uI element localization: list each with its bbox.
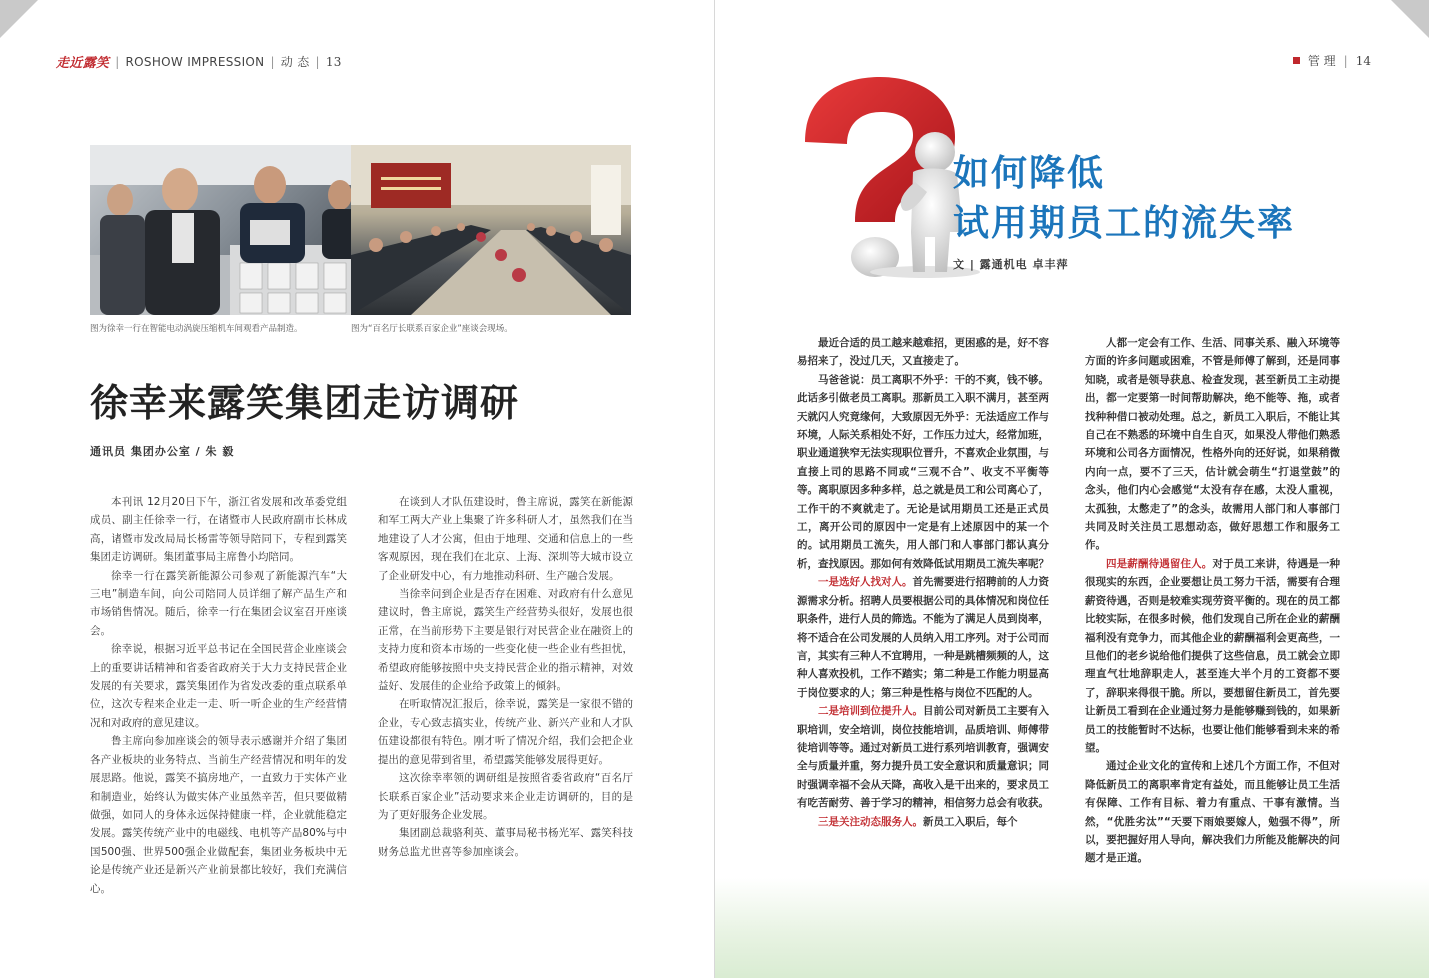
paragraph: 通过企业文化的宣传和上述几个方面工作，不但对降低新员工的离职率肯定有益处，而且能够让员工生活有保障、工作有目标、着力有重点、干事有激情。当然，“优胜劣汰”“天要下雨娘要嫁人，勉强不得”，所以，要把握好用人导向，解决我们力所能及能解决的问题才是正道。 <box>1085 760 1340 865</box>
paragraph: 人都一定会有工作、生活、同事关系、融入环境等方面的许多问题或困难，不管是师傅了解到，还是同事知晓，或者是领导获息、检查发现，甚至新员工主动提出，都一定要第一时间帮助解决，绝不能等、拖，或者找种种借口被动处理。总之，新员工入职后，不能让其自己在不熟悉的环境中自生自灭，如果没人带他们熟悉环境和公司各方面情况，性格外向的还好说，如果稍微内向一点，要不了三天，估计就会萌生“打退堂鼓”的念头，他们内心会感觉“太没有存在感，太没人重视，太孤独，太憋走了”的念头，故需用人部门和人事部门共同及时关注员工思想动态，做好思想工作和服务工作。 <box>1085 337 1340 552</box>
paragraph: 这次徐幸率领的调研组是按照省委省政府“百名厅长联系百家企业”活动要求来企业走访调研的，目的是为了更好服务企业发展。 <box>378 772 633 821</box>
meeting-illustration <box>351 145 631 315</box>
paragraph: 徐幸说，根据习近平总书记在全国民营企业座谈会上的重要讲话精神和省委省政府关于大力支持民营企业发展的有关要求，露笑集团作为省发改委的重点联系单位，这次专程来企业走一走、听一听企业的生产经营情况和对政府的意见建议。 <box>90 643 347 729</box>
factory-visit-photo <box>90 145 370 315</box>
highlighted-lead: 二是培训到位提升人。 <box>818 705 923 718</box>
highlighted-lead: 三是关注动态服务人。 <box>818 815 923 828</box>
paragraph: 最近合适的员工越来越难招，更困惑的是，好不容易招来了，没过几天，又直接走了。 <box>797 337 1049 368</box>
paragraph: 一是选好人找对人。首先需要进行招聘前的人力资源需求分析。招聘人员要根据公司的具体情况和岗位任职条件，进行人员的筛选。不能为了满足人员到岗率，将不适合在公司发展的人员纳入用工序列。对于公司而言，其实有三种人不宜聘用，一种是跳槽频频的人，这种人喜欢投机，工作不踏实；第二种是工作能力明显高于岗位要求的人；第三种是性格与岗位不匹配的人。 <box>797 576 1049 699</box>
page-number: 14 <box>1355 53 1371 68</box>
meeting-photo <box>351 145 631 315</box>
article-title: 徐幸来露笑集团走访调研 <box>90 381 520 425</box>
paragraph: 马爸爸说：员工离职不外乎：干的不爽，钱不够。此话多引做老员工离职。那新员工入职不满月，甚至两天就闪人究竟缘何，大致原因无外乎：无法适应工作与环境，人际关系相处不好，工作压力过大，经常加班，职业通道狭窄无法实现职位晋升，不喜欢企业氛围，与直接上司的思路不同或“三观不合”、收支不平衡等等。离职原因多种多样，总之就是员工和公司离心了，工作干的不爽就走了。无论是试用期员工还是正式员工，离开公司的原因中一定是有上述原因中的某一个的。试用期员工流失，用人部门和人事部门都认真分析，查找原因。那如何有效降低试用期员工流失率呢？ <box>797 373 1049 570</box>
article-column-2 <box>1085 334 1340 868</box>
paragraph: 鲁主席向参加座谈会的领导表示感谢并介绍了集团各产业板块的业务特点、当前生产经营情况和明年的发展思路。他说，露笑不搞房地产，一直致力于实体产业和制造业，始终认为做实体产业虽然辛苦，但只要做精做强，如同人的身体永远保持健康一样，企业就能稳定发展。露笑传统产业中的电磁线、电机等产品80%与中国500强、世界500强企业做配套，集团业务板块中无论是传统产业还是新兴产业前景都比较好，我们充满信心。 <box>90 735 347 895</box>
right-page <box>714 0 1429 978</box>
paragraph: 集团副总裁骆利英、董事局秘书杨光军、露笑科技财务总监尤世喜等参加座谈会。 <box>378 827 633 858</box>
article-byline: 通讯员 集团办公室 / 朱 毅 <box>90 445 235 458</box>
page-corner <box>0 0 38 38</box>
paragraph: 二是培训到位提升人。目前公司对新员工主要有入职培训，安全培训，岗位技能培训，品质培训、师傅带徒培训等等。通过对新员工进行系列培训教育，强调安全与质量并重，努力提升员工安全意识和质量意识；同时强调幸福不会从天降，高收入是干出来的，要求员工有吃苦耐劳、善于学习的精神，相信努力总会有收获。 <box>797 705 1049 810</box>
highlighted-lead: 四是薪酬待遇留住人。 <box>1106 557 1213 570</box>
left-page <box>0 0 714 978</box>
page-number: 13 <box>325 54 342 69</box>
page-corner <box>1391 0 1429 38</box>
paragraph: 在听取情况汇报后，徐幸说，露笑是一家很不错的企业，专心致志搞实业，传统产业、新兴产业和人才队伍建设都很有特色。刚才听了情况介绍，我们会把企业提出的意见带到省里，希望露笑能够发展得更好。 <box>378 698 633 766</box>
article-column-2 <box>378 493 633 861</box>
factory-visit-illustration <box>90 145 370 315</box>
paragraph: 三是关注动态服务人。新员工入职后，每个 <box>818 815 1018 828</box>
header-divider: | <box>115 54 120 69</box>
article-column-1 <box>797 334 1049 831</box>
brand-logo: 走近露笑 <box>56 56 110 71</box>
section-marker-icon <box>1293 57 1300 64</box>
brand-english: ROSHOW IMPRESSION <box>125 54 265 69</box>
right-running-header <box>1293 52 1371 69</box>
article-byline: 文 | 露通机电 卓丰萍 <box>953 258 1069 271</box>
section-name: 管 理 <box>1307 54 1336 68</box>
highlighted-lead: 一是选好人找对人。 <box>818 576 913 589</box>
header-divider: | <box>270 54 275 69</box>
article-title-line-1: 如何降低 <box>953 152 1106 194</box>
article-title-line-2: 试用期员工的流失率 <box>953 202 1296 244</box>
header-divider: | <box>315 54 320 69</box>
paragraph: 当徐幸问到企业是否存在困难、对政府有什么意见建议时，鲁主席说，露笑生产经营势头很好，发展也很正常，在当前形势下主要是银行对民营企业在融资上的支持力度和资本市场的一些变化使一些企业有些担忧，希望政府能够按照中央支持民营企业的指示精神，对效益好、发展佳的企业给予政策上的倾斜。 <box>378 588 633 693</box>
paragraph: 在谈到人才队伍建设时，鲁主席说，露笑在新能源和军工两大产业上集聚了许多科研人才，虽然我们在当地建设了人才公寓，但由于地理、交通和信息上的一些客观原因，现在我们在北京、上海、深圳等大城市设立了企业研发中心，有力地推动科研、生产融合发展。 <box>378 496 633 582</box>
header-divider: | <box>1343 53 1348 68</box>
left-running-header <box>56 52 342 71</box>
article-column-1 <box>90 493 347 898</box>
paragraph: 徐幸一行在露笑新能源公司参观了新能源汽车“大三电”制造车间，向公司陪同人员详细了解产品生产和市场销售情况。随后，徐幸一行在集团会议室召开座谈会。 <box>90 569 347 637</box>
footer-gradient-band <box>715 878 1429 978</box>
section-name: 动 态 <box>280 55 310 69</box>
photo-caption: 图为徐幸一行在智能电动涡旋压缩机车间观看产品制造。 <box>90 324 303 334</box>
photo-caption: 图为“百名厅长联系百家企业”座谈会现场。 <box>351 324 513 334</box>
paragraph: 四是薪酬待遇留住人。对于员工来讲，待遇是一种很现实的东西，企业要想让员工努力干活，需要有合理薪资待遇，否则是较难实现劳资平衡的。现在的员工都比较实际，在很多时候，他们发现自己所在企业的薪酬福利没有竞争力，而其他企业的薪酬福利会更高些，一旦他们的老乡说给他们提供了这些信息，员工就会立即理直气壮地辞职走人，甚至连大半个月的工资都不要了，辞职来得很干脆。所以，要想留住新员工，首先要让新员工看到在企业通过努力是能够赚到钱的，如果新员工的技能暂时不达标，也要让他们能够看到未来的希望。 <box>1085 557 1341 754</box>
paragraph: 本刊讯 12月20日下午，浙江省发展和改革委党组成员、副主任徐幸一行，在诸暨市人民政府副市长林成高，诸暨市发改局局长杨雷等领导陪同下，专程到露笑集团走访调研。集团董事局主席鲁小均陪同。 <box>90 496 347 564</box>
